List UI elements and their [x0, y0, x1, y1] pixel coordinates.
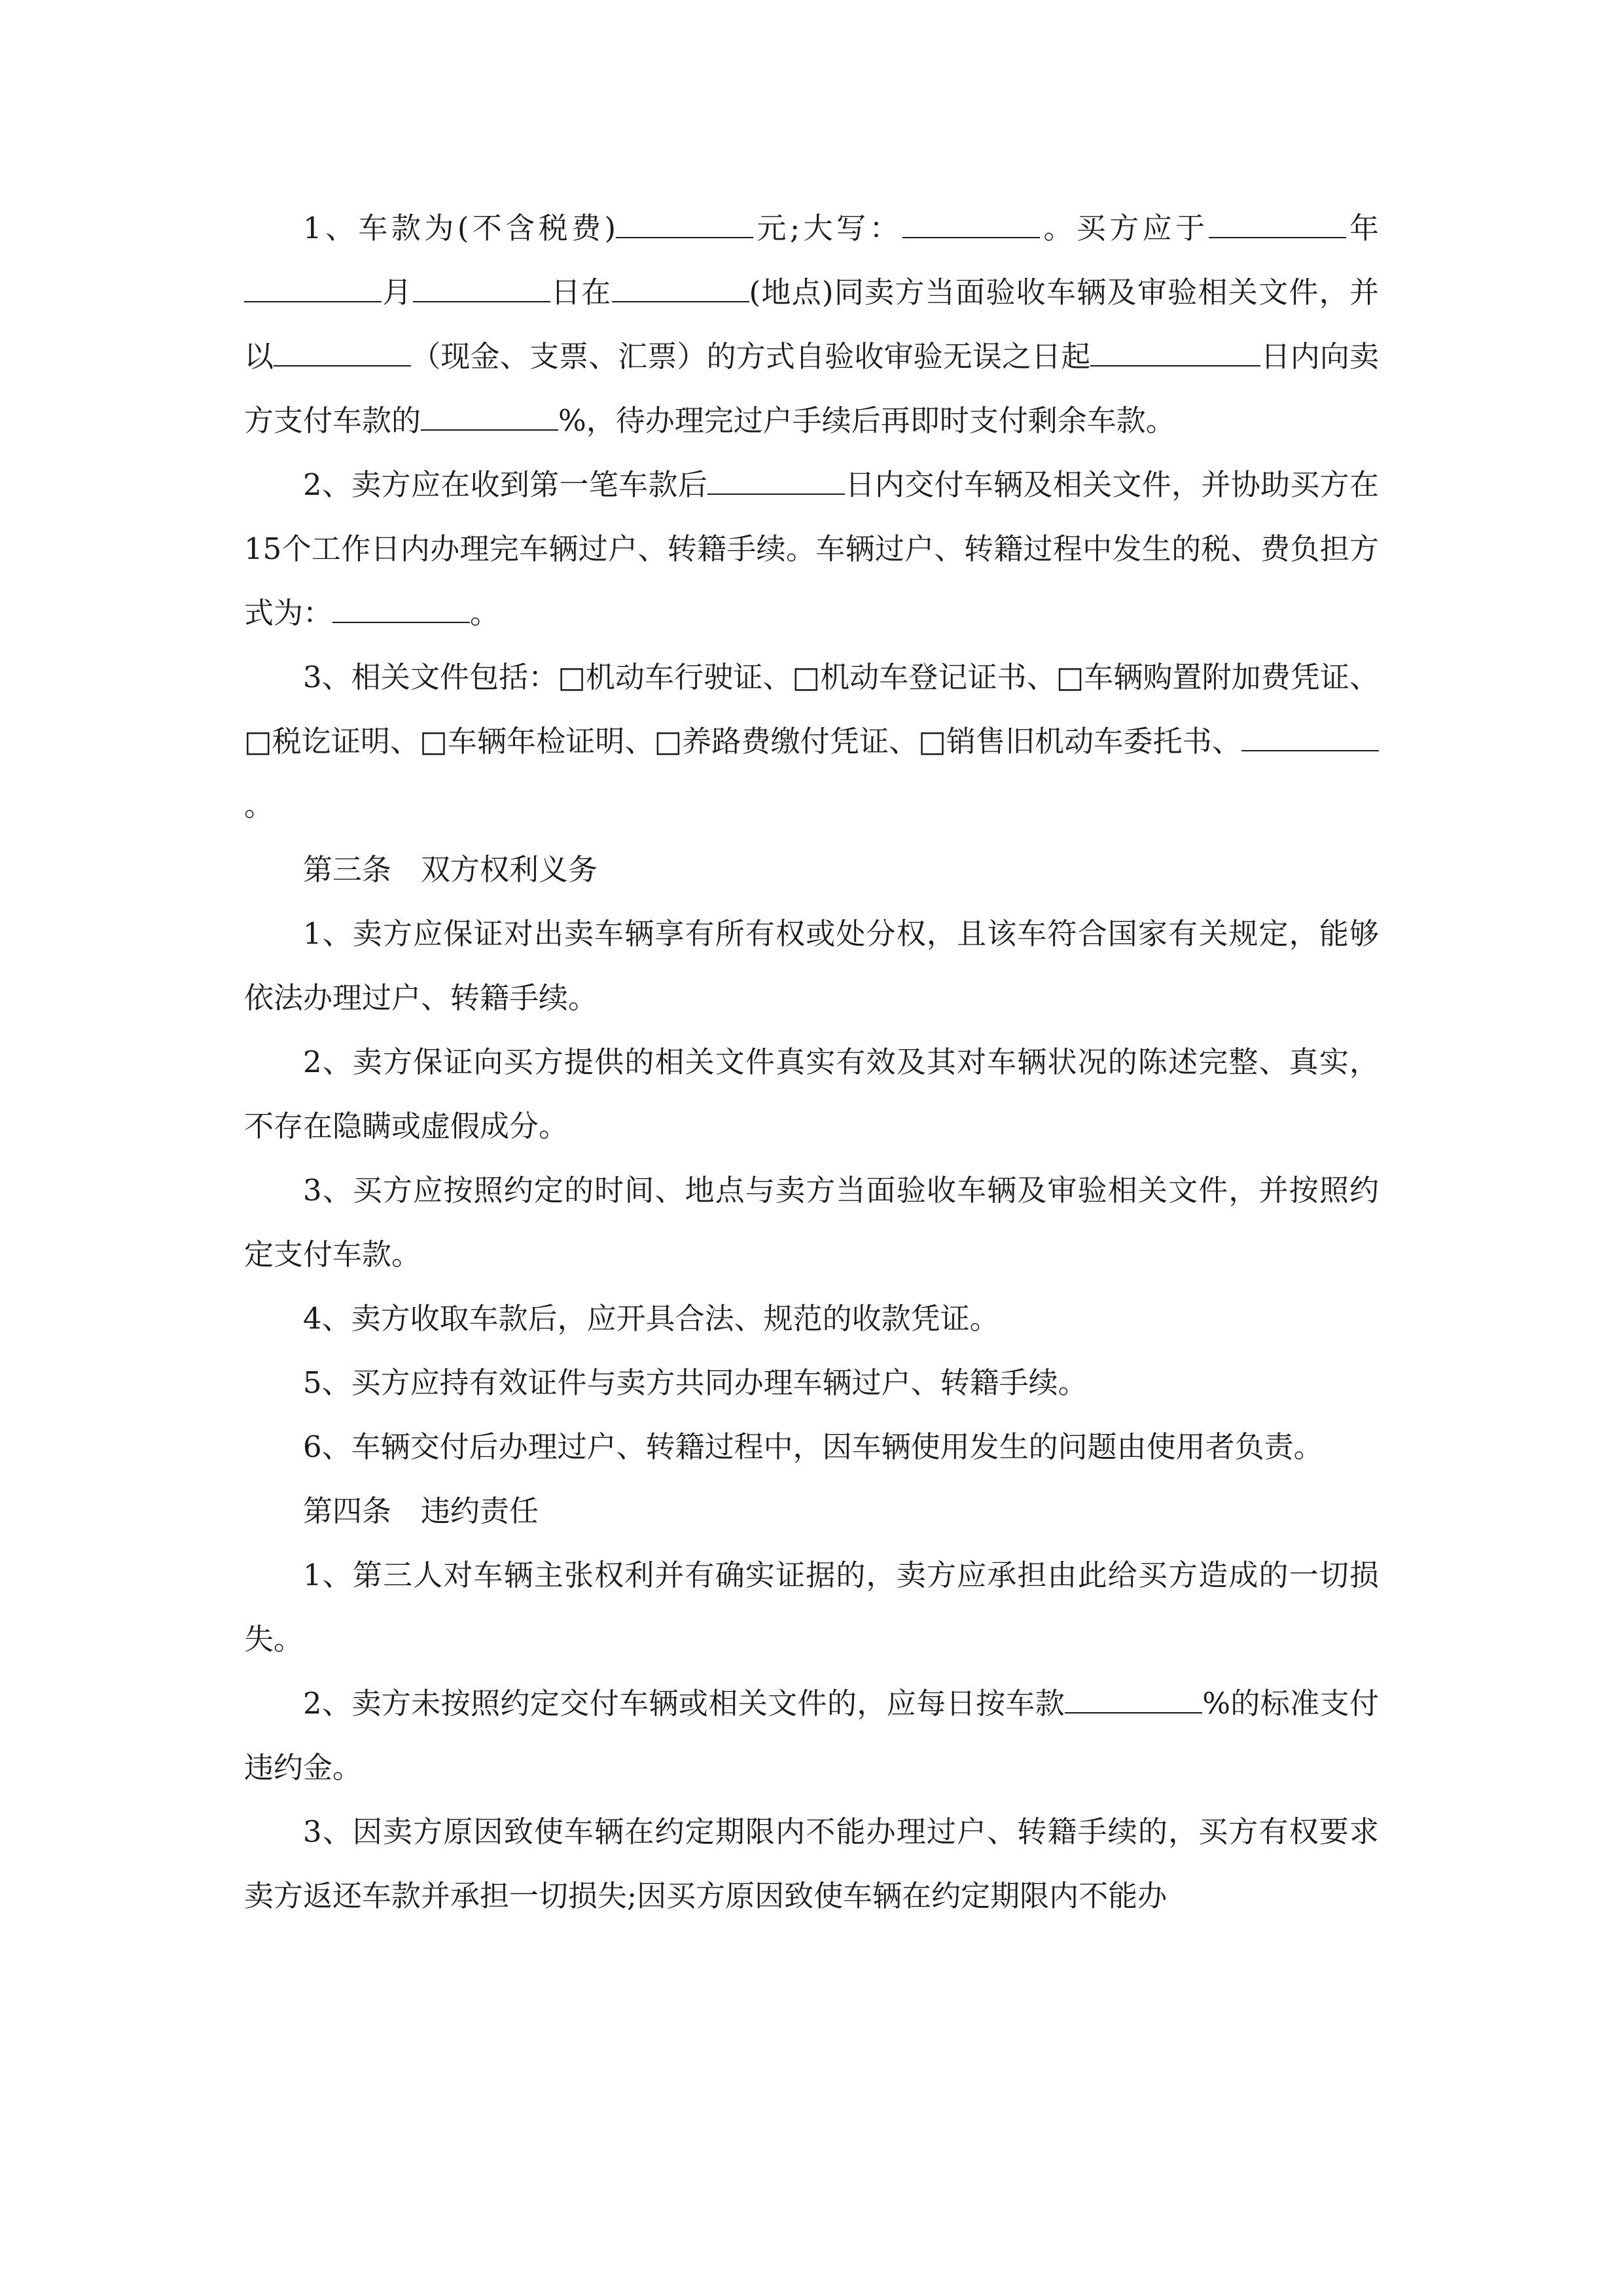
day-blank	[413, 275, 550, 303]
clause-2-item-3: 3、相关文件包括：□机动车行驶证、□机动车登记证书、□车辆购置附加费凭证、□税讫证明、□车辆年检证明、□养路费缴付凭证、□销售旧机动车委托书、。	[244, 660, 1379, 823]
price-blank	[616, 211, 753, 239]
clause-4-heading: 第四条 违约责任	[303, 1494, 539, 1528]
clause-3-item-6: 6、车辆交付后办理过户、转籍过程中，因车辆使用发生的问题由使用者负责。	[303, 1429, 1323, 1464]
days-blank	[1090, 339, 1260, 367]
clause-3-item-1: 1、卖方应保证对出卖车辆享有所有权或处分权，且该车符合国家有关规定，能够依法办理过户、转籍手续。	[244, 916, 1379, 1015]
other-documents-blank	[1241, 724, 1379, 752]
delivery-days-blank	[707, 467, 845, 495]
month-blank	[244, 275, 382, 303]
clause-2-item-1: 1、车款为(不含税费) 元;大写： 。买方应于 年月 日在 (地点)同卖方当面验收车辆及审验相关文件，并以 （现金、支票、汇票）的方式自验收审验无误之日起 日内向卖方支付车款的 %，待办理完过户手续后再即时支付剩余车款。	[244, 211, 1379, 438]
location-blank	[612, 275, 749, 303]
clause-4-item-3: 3、因卖方原因致使车辆在约定期限内不能办理过户、转籍手续的，买方有权要求卖方返还车款并承担一切损失;因买方原因致使车辆在约定期限内不能办	[244, 1814, 1379, 1913]
clause-3-item-5: 5、买方应持有效证件与卖方共同办理车辆过户、转籍手续。	[303, 1365, 1088, 1400]
clause-4-item-2: 2、卖方未按照约定交付车辆或相关文件的，应每日按车款 %的标准支付违约金。	[244, 1686, 1379, 1785]
percent-blank	[421, 403, 558, 431]
tax-burden-blank	[332, 596, 470, 624]
document-body	[244, 196, 1379, 1928]
clause-3-item-2: 2、卖方保证向买方提供的相关文件真实有效及其对车辆状况的陈述完整、真实，不存在隐瞒或虚假成分。	[244, 1045, 1379, 1143]
clause-3-heading: 第三条 双方权利义务	[303, 852, 598, 887]
clause-3-item-3: 3、买方应按照约定的时间、地点与卖方当面验收车辆及审验相关文件，并按照约定支付车款。	[244, 1173, 1379, 1272]
clause-2-item-2: 2、卖方应在收到第一笔车款后 日内交付车辆及相关文件，并协助买方在15个工作日内办理完车辆过户、转籍手续。车辆过户、转籍过程中发生的税、费负担方式为： 。	[244, 467, 1379, 630]
clause-3-item-4: 4、卖方收取车款后，应开具合法、规范的收款凭证。	[303, 1301, 999, 1336]
penalty-percent-blank	[1065, 1686, 1202, 1714]
year-blank	[1209, 211, 1346, 239]
payment-method-blank	[274, 339, 411, 367]
clause-4-item-1: 1、第三人对车辆主张权利并有确实证据的，卖方应承担由此给买方造成的一切损失。	[244, 1558, 1379, 1657]
price-words-blank	[902, 211, 1040, 239]
